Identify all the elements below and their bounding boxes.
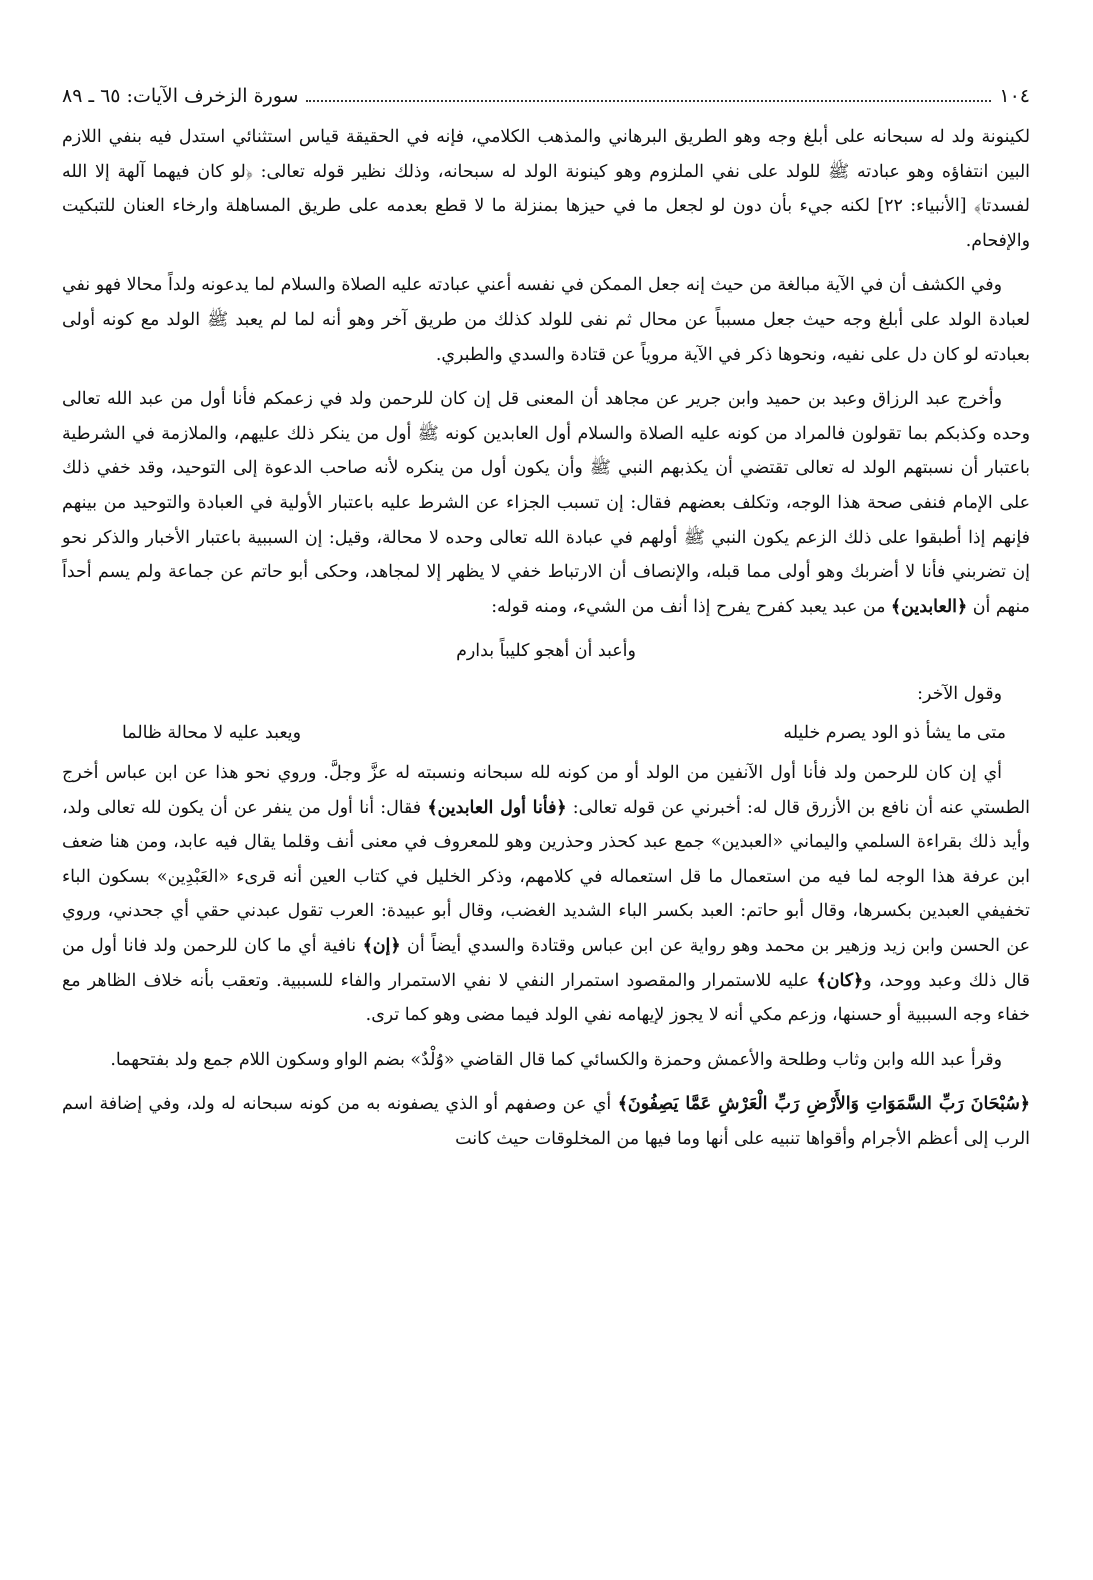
paragraph [62, 382, 1030, 624]
paragraph-text: وفي الكشف أن في الآية مبالغة من حيث إنه جعل الممكن في نفسه أعني عبادته عليه الصلاة والسلام لما يدعونه ولداً محالا فهو نفي لعبادة الولد على أبلغ وجه حيث جعل مسبباً عن محال ثم نفى للولد كذلك من طريق آخر وهو أنه لما لم يعبد ﷺ الولد مع كونه أولى بعبادته لو كان دل على نفيه، ونحوها ذكر في الآية مروياً عن قتادة والسدي والطبري. [62, 275, 1030, 365]
paragraph-text: أي إن كان للرحمن ولد فأنا أول الآنفين من الولد أو من كونه لله سبحانه ونسبته له عزَّ وجلَّ. وروي نحو هذا عن ابن عباس أخرج الطستي عنه أن نافع بن الأزرق قال له: أخبرني عن قوله تعالى: [62, 763, 1030, 818]
paragraph-text: وقرأ عبد الله وابن وثاب وطلحة والأعمش وحمزة والكسائي كما قال القاضي «وُلْدٌ» بضم الواو وسكون اللام جمع ولد بفتحهما. [110, 1049, 1002, 1070]
paragraph-text: نافية أي ما كان للرحمن ولد فانا أول من قال ذلك وعبد ووحد، و [62, 936, 1030, 991]
paragraph-text: لكينونة ولد له سبحانه على أبلغ وجه وهو الطريق البرهاني والمذهب الكلامي، فإنه في الحقيقة قياس استثنائي استدل فيه بنفي اللازم البين انتفاؤه وهو عبادته ﷺ للولد على نفي الملزوم وهو كينونة الولد له سبحانه، وذلك نظير قوله تعالى: ﴿لو كان فيهما آلهة إلا الله لفسدتا﴾ [الأنبياء: ٢٢] لكنه جيء بأن دون لو لجعل ما في حيزها بمنزلة ما لا قطع بعدمه على طريق المساهلة وارخاء العنان للتبكيت والإفحام. [62, 127, 1030, 251]
paragraph-text: أي عن وصفهم أو الذي يصفونه به من كونه سبحانه له ولد، وفي إضافة اسم الرب إلى أعظم الأجرام وأقواها تنبيه على أنها وما فيها من المخلوقات حيث كانت [62, 1094, 1030, 1150]
body-text [62, 120, 1030, 1157]
poetry-verse: وأعبد أن أهجو كليباً بدارم [456, 641, 636, 662]
paragraph [62, 120, 1030, 258]
running-title: سورة الزخرف الآيات: ٦٥ ـ ٨٩ [62, 85, 299, 107]
verse-intro: وقول الآخر: [917, 683, 1002, 704]
paragraph [62, 756, 1030, 1033]
paragraph-text: عليه للاستمرار والمقصود استمرار النفي لا نفي الاستمرار والفاء للسببية. وتعقب بأنه خلاف الظاهر مع خفاء وجه السببية أو حسنها، وزعم مكي أنه لا يجوز لإيهامه نفي الولد فيما مضى وهو كما ترى. [62, 970, 1030, 1026]
quran-quote: ﴿فأنا أول العابدين﴾ [427, 797, 567, 818]
first-hemistich: متى ما يشأ ذو الود يصرم خليله [783, 722, 1006, 743]
second-hemistich: ويعبد عليه لا محالة ظالما [122, 722, 301, 743]
page-number: ١٠٤ [999, 85, 1030, 107]
paragraph-text: فقال: أنا أول من ينفر عن أن يكون لله تعالى ولد، وأيد ذلك بقراءة السلمي واليماني «العبدين» جمع عبد كحذر وحذرين وهو للمعروف في معنى أنف وقلما يقال فيه عابد، ومن هنا ضعف ابن عرفة هذا الوجه لما فيه من استعمال ما قل استعماله في كلامهم، وذكر الخليل في كتاب العين أنه قرىء «العَبْدِين» بسكون الباء تخفيفي العبدين بكسرها، وقال أبو حاتم: العبد بكسر الباء الشديد الغضب، وقال أبو عبيدة: العرب تقول عبدني حقي أي جحدني، وروي عن الحسن وابن زيد وزهير بن محمد وهو رواية عن ابن عباس وقتادة والسدي أيضاً أن [62, 797, 1031, 957]
book-page [62, 70, 1030, 1560]
paragraph [62, 1043, 1030, 1078]
paragraph-text: وأخرج عبد الرزاق وعبد بن حميد وابن جرير عن مجاهد أن المعنى قل إن كان للرحمن ولد في زعمكم فأنا أول من عبد الله تعالى وحده وكذبكم بما تقولون فالمراد من كونه عليه الصلاة والسلام أول العابدين كونه ﷺ أول من ينكر ذلك عليهم، والملازمة في الشرطية باعتبار أن نسبتهم الولد له تعالى تقتضي أن يكذبهم النبي ﷺ وأن يكون أول من ينكره لأنه صاحب الدعوة إلى التوحيد، وقد خفي ذلك على الإمام فنفى صحة هذا الوجه، وتكلف بعضهم فقال: إن تسبب الجزاء عن الشرط عليه باعتبار الأولية في العبادة والتوحيد من بينهم فإنهم إذا أطبقوا على ذلك الزعم يكون النبي ﷺ أولهم في عبادة الله تعالى وحده لا محالة، وقيل: إن السببية باعتبار الأخبار والذكر نحو إن تضربني فأنا لا أضربك وهو أولى مما قبله، والإنصاف أن الارتباط خفي لا يظهر إلا لمجاهد، وحكى أبو حاتم عن جماعة ولم يسم أحداً منهم أن [62, 389, 1030, 617]
quran-quote: ﴿إن﴾ [362, 936, 401, 957]
poetry-couplet [62, 716, 1030, 751]
paragraph [62, 268, 1030, 372]
dotted-leader [306, 100, 991, 102]
quran-verse-heading: ﴿سُبْحَانَ رَبِّ السَّمَوَاتِ وَالأَرْضِ رَبِّ الْعَرْشِ عَمَّا يَصِفُونَ﴾ [617, 1094, 1030, 1115]
paragraph-text: من عبد يعبد كفرح يفرح إذا أنف من الشيء، ومنه قوله: [491, 596, 886, 617]
quran-quote: ﴿كان﴾ [816, 970, 864, 991]
quran-quote: ﴿العابدين﴾ [890, 596, 968, 617]
paragraph [62, 1087, 1030, 1156]
page-header [62, 70, 1030, 106]
